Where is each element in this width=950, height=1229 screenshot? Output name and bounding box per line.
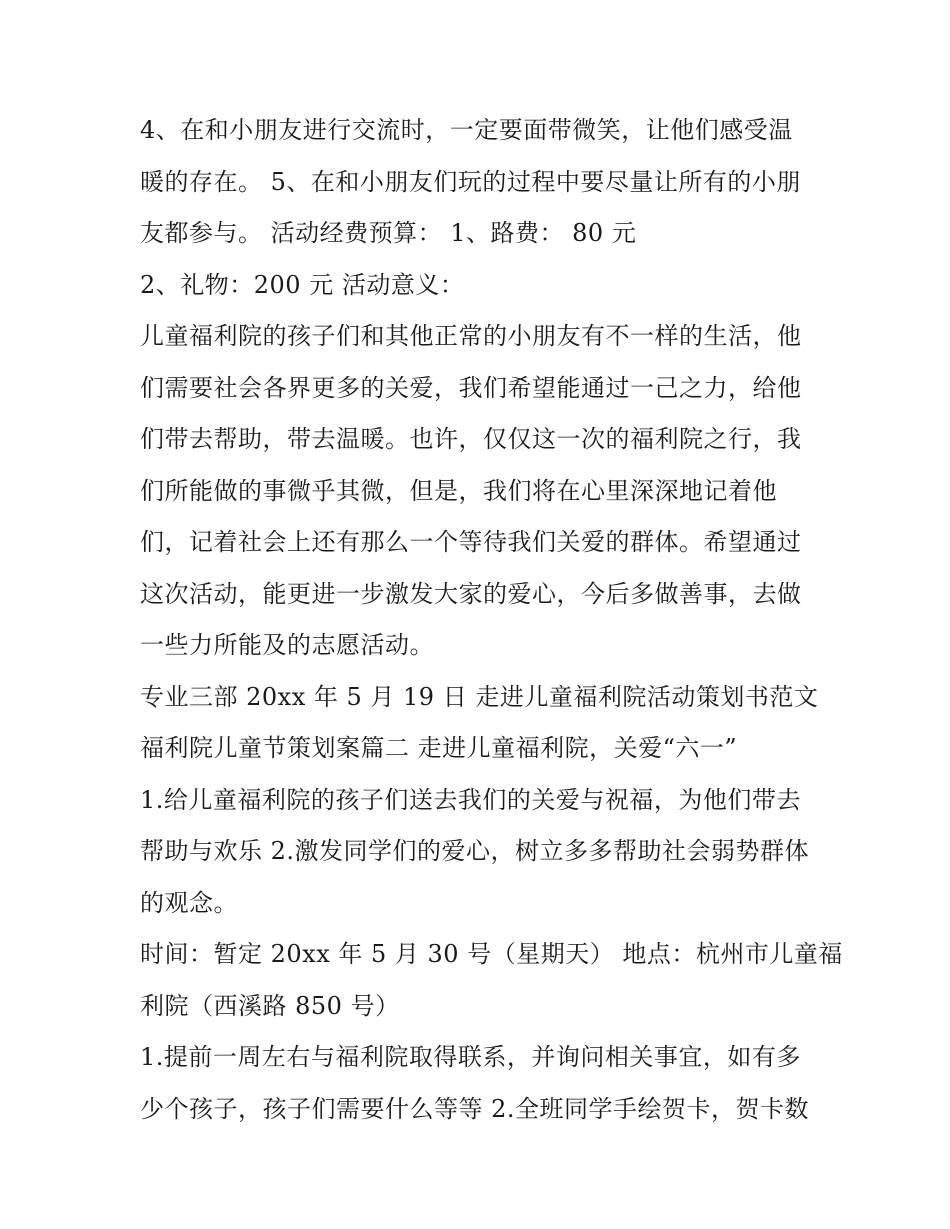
text-line: 们带去帮助，带去温暖。也许，仅仅这一次的福利院之行，我 [140,425,802,453]
text-line: 友都参与。 活动经费预算： 1、路费： 80 元 [140,219,637,247]
text-line: 福利院儿童节策划案篇二 走进儿童福利院，关爱“六一” [140,734,738,762]
text-line: 的观念。 [140,888,238,917]
text-line: 利院（西溪路 850 号） [140,991,400,1020]
text-line: 2、礼物：200 元 活动意义： [140,270,465,299]
text-line: 专业三部 20xx 年 5 月 19 日 走进儿童福利院活动策划书范文 [140,682,819,711]
text-line: 4、在和小朋友进行交流时，一定要面带微笑，让他们感受温 [140,116,793,144]
text-line: 时间：暂定 20xx 年 5 月 30 号（星期天） 地点：杭州市儿童福 [140,940,843,968]
text-line: 一些力所能及的志愿活动。 [140,631,434,659]
text-line: 帮助与欢乐 2.激发同学们的爱心，树立多多帮助社会弱势群体 [140,837,810,865]
document-body [140,105,843,1135]
text-line: 暖的存在。 5、在和小朋友们玩的过程中要尽量让所有的小朋 [140,167,801,196]
text-line: 1.给儿童福利院的孩子们送去我们的关爱与祝福，为他们带去 [140,785,801,814]
text-line: 少个孩子，孩子们需要什么等等 2.全班同学手绘贺卡，贺卡数 [140,1094,810,1123]
text-line: 们需要社会各界更多的关爱，我们希望能通过一己之力，给他 [140,373,802,402]
text-line: 们所能做的事微乎其微，但是，我们将在心里深深地记着他 [140,476,777,505]
text-line: 们，记着社会上还有那么一个等待我们关爱的群体。希望通过 [140,528,802,556]
text-line: 这次活动，能更进一步激发大家的爱心，今后多做善事，去做 [140,579,802,608]
text-line: 1.提前一周左右与福利院取得联系，并询问相关事宜，如有多 [140,1043,801,1071]
text-line: 儿童福利院的孩子们和其他正常的小朋友有不一样的生活，他 [140,322,802,350]
